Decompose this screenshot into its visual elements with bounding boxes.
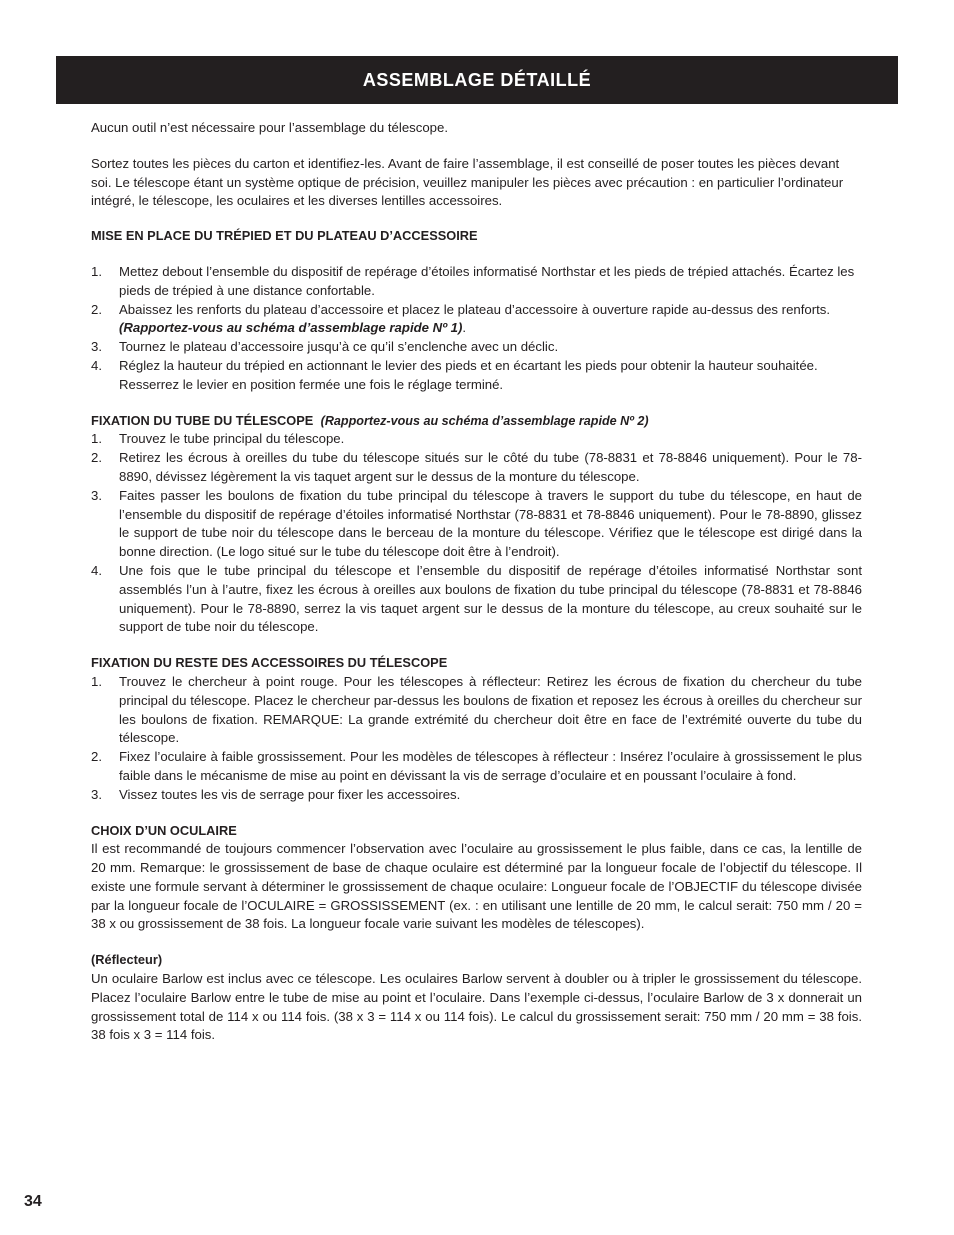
intro-paragraph-2: Sortez toutes les pièces du carton et identifiez-les. Avant de faire l’assemblage, il est conseillé de poser toutes les pièces devant soi. Le télescope étant un système optique de précision, veuillez manipuler les pièces avec précaution : en particulier l’ordinateur intégré, le télescope, les oculaires et les diverses lentilles accessoires.: [91, 155, 844, 209]
list-item: 1. Trouvez le chercheur à point rouge. Pour les télescopes à réflecteur: Retirez les écrous de fixation du chercheur du tube principal du télescope. Placez le chercheur par-dessus les boulons de fixation et reposez les écrous à oreilles du chercheur sur les boulons de fixation. REMARQUE: La grande extrémité du chercheur doit être en face de l’extrémité ouverte du tube du télescope.: [91, 673, 862, 746]
intro-paragraph-1: Aucun outil n’est nécessaire pour l’assemblage du télescope.: [91, 120, 449, 135]
list-item: 2. Abaissez les renforts du plateau d’accessoire et placez le plateau d’accessoire à ouverture rapide au-dessus des renforts. (Rapportez-vous au schéma d’assemblage rapide Nº 1).: [91, 301, 831, 336]
list-item: 3. Faites passer les boulons de fixation du tube principal du télescope à travers le support du tube du télescope, en haut de l’ensemble du dispositif de repérage d’étoiles informatisé Northstar (78-8831 et 78-8846 uniquement). Pour le 78-8890, glissez le support de tube noir du télescope dans le berceau de la monture du télescope. Vérifiez que le télescope est dirigé dans la bonne direction. (Le logo situé sur le tube du télescope doit être à l’endroit).: [91, 487, 862, 560]
accessories-steps-list: [91, 673, 862, 805]
list-item: 3. Vissez toutes les vis de serrage pour fixer les accessoires.: [91, 786, 461, 802]
eyepiece-paragraph: Il est recommandé de toujours commencer l’observation avec l’oculaire au grossissement le plus faible, dans ce cas, la lentille de 20 mm. Remarque: le grossissement de base de chaque oculaire est déterminé par la longueur focale de l’objectif du télescope. Il existe une formule servant à déterminer le grossissement de chaque oculaire: Longueur focale de l’OBJECTIF du télescope divisée par la longueur focale de l’OCULAIRE = GROSSISSEMENT (ex. : en utilisant une lentille de 20 mm, le calcul serait: 750 mm / 20 = 38 x ou grossissement de 38 fois. La longueur focale varie suivant les modèles de télescopes).: [91, 841, 862, 932]
page-number: 34: [24, 1193, 42, 1210]
tripod-section-heading: MISE EN PLACE DU TRÉPIED ET DU PLATEAU D’ACCESSOIRE: [91, 228, 478, 244]
list-item: 2. Fixez l’oculaire à faible grossissement. Pour les modèles de télescopes à réflecteur : Insérez l’oculaire à grossissement le plus faible dans le mécanisme de mise au point en dévissant la vis de serrage d’oculaire et en poussant l’oculaire à fond.: [91, 749, 862, 783]
tube-steps-list: [91, 430, 862, 637]
list-item: 4. Une fois que le tube principal du télescope et l’ensemble du dispositif de repérage d’étoiles informatisé Northstar sont assemblés l’un à l’autre, fixez les écrous à oreilles aux boulons de fixation du tube principal du télescope (78-8831 et 78-8846 uniquement). Pour le 78-8890, serrez la vis taquet argent sur le dessus de la monture du télescope, au creux souhaité sur le support de tube noir du télescope.: [91, 562, 862, 635]
reflector-paragraph: Un oculaire Barlow est inclus avec ce télescope. Les oculaires Barlow servent à doubler ou à tripler le grossissement du télescope. Placez l’oculaire Barlow entre le tube de mise au point et l’oculaire. Dans l’exemple ci-dessus, l’oculaire Barlow de 3 x donnerait un grossissement total de 114 x ou 114 fois. (38 x 3 = 114 x ou 114 fois). Le calcul du grossissement serait: 750 mm / 20 mm = 38 fois. 38 fois x 3 = 114 fois.: [91, 971, 862, 1043]
accessories-section-heading: FIXATION DU RESTE DES ACCESSOIRES DU TÉLESCOPE: [91, 655, 448, 671]
list-item: 1. Mettez debout l’ensemble du dispositif de repérage d’étoiles informatisé Northstar et les pieds de trépied attachés. Écartez les pieds de trépied à une distance confortable.: [91, 263, 855, 298]
eyepiece-section-heading: CHOIX D’UN OCULAIRE: [91, 822, 237, 838]
tube-section-heading: FIXATION DU TUBE DU TÉLESCOPE: [91, 412, 314, 428]
diagram-reference: (Rapportez-vous au schéma d’assemblage rapide Nº 2): [320, 413, 649, 428]
list-item: 3. Tournez le plateau d’accessoire jusqu’à ce qu’il s’enclenche avec un déclic.: [91, 339, 559, 355]
tripod-steps-list: [91, 263, 862, 395]
list-item: 4. Réglez la hauteur du trépied en actionnant le levier des pieds et en écartant les pieds pour obtenir la hauteur souhaitée. Resserrez le levier en position fermée une fois le réglage terminé.: [91, 357, 818, 392]
section-title: ASSEMBLAGE DÉTAILLÉ: [362, 69, 592, 90]
tube-section-heading-line: [91, 412, 862, 431]
diagram-reference: (Rapportez-vous au schéma d’assemblage rapide Nº 1): [119, 320, 463, 336]
page-content: [91, 119, 862, 1045]
list-item: 1. Trouvez le tube principal du télescope.: [91, 431, 345, 447]
list-item: 2. Retirez les écrous à oreilles du tube du télescope situés sur le côté du tube (78-8831 et 78-8846 uniquement). Pour le 78-8890, dévissez légèrement la vis taquet argent sur le dessus de la monture du télescope.: [91, 450, 862, 484]
section-title-banner: [56, 56, 898, 104]
reflector-section-heading: (Réflecteur): [91, 952, 163, 968]
